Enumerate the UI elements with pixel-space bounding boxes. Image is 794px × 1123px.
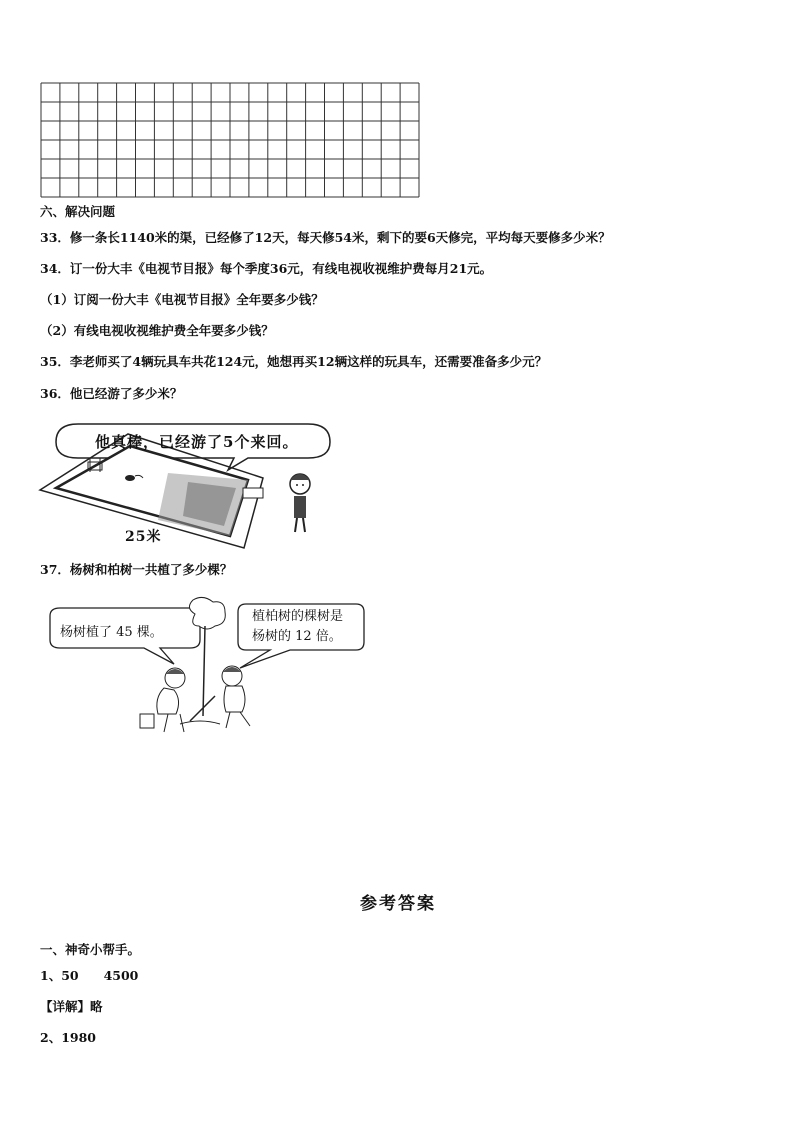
question-34-part-1: （1）订阅一份大丰《电视节目报》全年要多少钱？ (40, 292, 324, 307)
answers-section-1: 一、神奇小帮手。 (40, 942, 141, 957)
question-35: 35．李老师买了4辆玩具车共花124元，她想再买12辆这样的玩具车，还需要准备多少元？ (40, 354, 548, 369)
answers-title: 参考答案 (360, 894, 436, 914)
bubble-right-line-2: 杨树的 12 倍。 (252, 629, 342, 644)
question-37: 37．杨树和柏树一共植了多少棵？ (40, 562, 233, 577)
pool-length-label: 25米 (125, 529, 162, 545)
answer-1: 1、50 4500 (40, 968, 139, 983)
question-33: 33．修一条长1140米的渠，已经修了12天，每天修54米，剩下的要6天修完，平均每天要修多少米？ (40, 230, 611, 245)
bubble-right-line-1: 植柏树的棵树是 (252, 609, 344, 624)
answer-2: 2、1980 (40, 1030, 96, 1045)
answer-1-detail: 【详解】略 (40, 999, 103, 1014)
bubble-left: 杨树植了 45 棵。 (60, 625, 163, 640)
question-34: 34．订一份大丰《电视节目报》每个季度36元，有线电视收视维护费每月21元。 (40, 261, 493, 276)
question-34-part-2: （2）有线电视收视维护费全年要多少钱？ (40, 323, 274, 338)
pool-speech-bubble: 他真棒，已经游了5个来回。 (95, 433, 299, 451)
writing-grid (40, 82, 420, 198)
section-heading: 六、解决问题 (40, 204, 116, 219)
question-36: 36．他已经游了多少米？ (40, 386, 183, 401)
